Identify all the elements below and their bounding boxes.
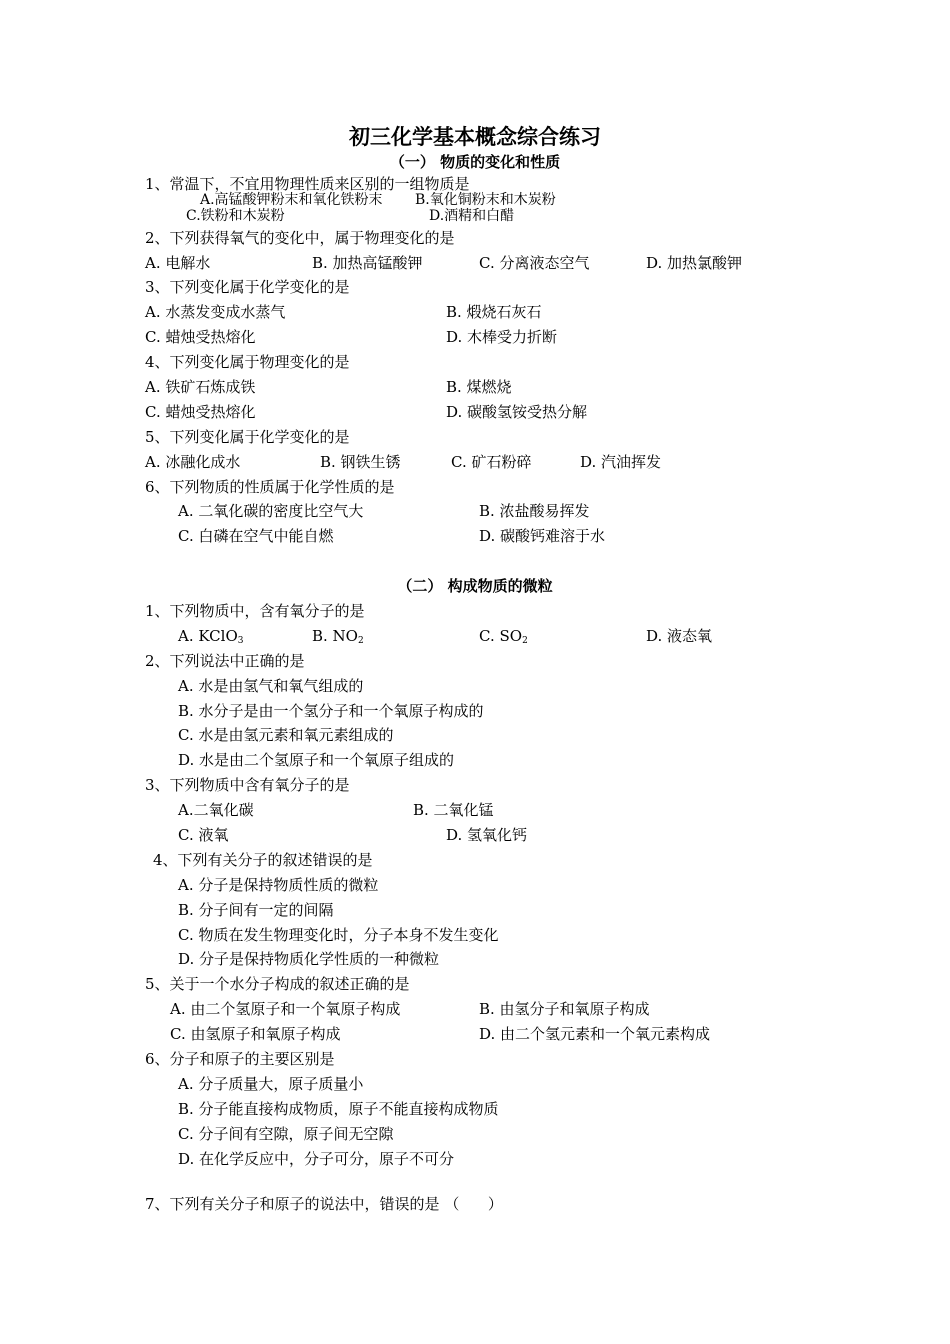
option-c: C.铁粉和木炭粉 [186,208,285,224]
option-c: C. 蜡烛受热熔化 [145,403,256,421]
question-stem: 1、下列物质中，含有氧分子的是 [145,602,365,620]
question-stem: 1、常温下，不宜用物理性质来区别的一组物质是 [145,175,470,193]
option-b: B. 分子间有一定的间隔 [178,901,334,919]
option-c: C. 由氢原子和氧原子构成 [170,1025,341,1043]
option-d: D. 汽油挥发 [580,453,662,471]
option-b: B. 分子能直接构成物质，原子不能直接构成物质 [178,1100,499,1118]
option-c: C. 分子间有空隙，原子间无空隙 [178,1125,394,1143]
question-stem: 6、分子和原子的主要区别是 [145,1050,335,1068]
option-c: C. 水是由氢元素和氧元素组成的 [178,726,394,744]
option-b: B. 煅烧石灰石 [446,303,542,321]
option-d: D. 分子是保持物质化学性质的一种微粒 [178,950,440,968]
option-c: C. 液氧 [178,826,229,844]
option-d: D. 加热氯酸钾 [646,254,743,272]
option-d: D. 碳酸氢铵受热分解 [446,403,588,421]
question-stem: 2、下列获得氧气的变化中，属于物理变化的是 [145,229,455,247]
option-a: A. 分子是保持物质性质的微粒 [178,876,379,894]
option-d: D. 在化学反应中，分子可分，原子不可分 [178,1150,455,1168]
option-a: A.高锰酸钾粉末和氧化铁粉末 [200,192,383,208]
option-b: B. 煤燃烧 [446,378,512,396]
option-d: D. 由二个氢元素和一个氧元素构成 [479,1025,711,1043]
option-c: C. 分离液态空气 [479,254,590,272]
question-stem: 3、下列变化属于化学变化的是 [145,278,350,296]
option-b: B. 加热高锰酸钾 [312,254,423,272]
option-a: A. 水蒸发变成水蒸气 [145,303,286,321]
option-b: B. 钢铁生锈 [320,453,401,471]
option-b: B. 二氧化锰 [413,801,494,819]
option-a: A.二氧化碳 [178,801,254,819]
option-c: C. 矿石粉碎 [451,453,532,471]
option-d: D. 碳酸钙难溶于水 [479,527,606,545]
question-stem: 3、下列物质中含有氧分子的是 [145,776,350,794]
option-b: B. 由氢分子和氧原子构成 [479,1000,650,1018]
option-b: B. 水分子是由一个氢分子和一个氧原子构成的 [178,702,484,720]
section-heading-2: （二） 构成物质的微粒 [397,577,553,595]
option-b: B. 浓盐酸易挥发 [479,502,590,520]
option-d: D. 木棒受力折断 [446,328,558,346]
option-a: A. 水是由氢气和氧气组成的 [178,677,364,695]
option-a: A. 二氧化碳的密度比空气大 [178,502,364,520]
option-a: A. KClO$_3$ [178,627,244,646]
question-stem: 2、下列说法中正确的是 [145,652,305,670]
option-c: C. 白磷在空气中能自燃 [178,527,334,545]
option-a: A. 冰融化成水 [145,453,241,471]
option-c: C. $SO_2$ [479,627,528,646]
section-heading-1: （一） 物质的变化和性质 [389,153,561,171]
page-title: 初三化学基本概念综合练习 [349,125,601,149]
option-a: A. 分子质量大，原子质量小 [178,1075,364,1093]
option-a: A. 铁矿石炼成铁 [145,378,256,396]
option-d: D.酒精和白醋 [429,208,515,224]
option-d: D. 液态氧 [646,627,713,645]
option-b: B.氧化铜粉末和木炭粉 [415,192,556,208]
option-c: C. 蜡烛受热熔化 [145,328,256,346]
option-a: A. 由二个氢原子和一个氧原子构成 [170,1000,401,1018]
option-a: A. 电解水 [145,254,211,272]
question-stem: 7、下列有关分子和原子的说法中，错误的是 （ ） [145,1195,503,1213]
option-c: C. 物质在发生物理变化时，分子本身不发生变化 [178,926,499,944]
option-d: D. 水是由二个氢原子和一个氧原子组成的 [178,751,455,769]
option-b: B. $NO_2$ [312,627,364,646]
question-stem: 5、下列变化属于化学变化的是 [145,428,350,446]
question-stem: 4、下列变化属于物理变化的是 [145,353,350,371]
option-d: D. 氢氧化钙 [446,826,528,844]
question-stem: 5、关于一个水分子构成的叙述正确的是 [145,975,410,993]
question-stem: 6、下列物质的性质属于化学性质的是 [145,478,395,496]
question-stem: 4、下列有关分子的叙述错误的是 [153,851,373,869]
